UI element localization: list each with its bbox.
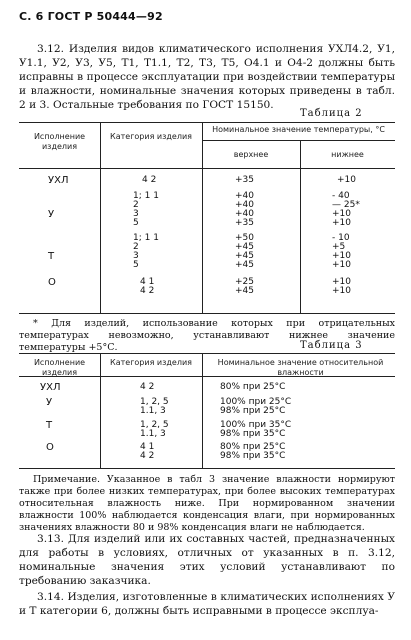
paragraph-3-12-text: 3.12. Изделия видов климатического исполнения УХЛ4.2, У1, У1.1, У2, У3, У5, Т1, Т1.1, Т2, Т3, Т5, О4.1 и О4-2 должны быть исправны в процессе эксплуатации при воздействии температуры и влажности, номинальные значения которых приведены в табл. 2 и 3. Остальные требования по ГОСТ 15150. (19, 43, 395, 111)
table2-upper-2: +40 +40 +40 +35 (235, 191, 254, 228)
table2-caption: Таблица 2 (300, 108, 363, 119)
table3-cats-2: 1, 2, 5 1.1, 3 (140, 397, 169, 416)
table3-exec-1: УХЛ (40, 382, 61, 393)
table3-note: Примечание. Указанное в табл 3 значение влажности нормируют также при более низких температурах, при более высоких температурах относительная влажность ниже. При нормированном значении влажности 100% наблюдается конденсация влаги, при нормированных значениях влажности 80 и 98% конденсация влаги не наблюдается. (19, 474, 395, 533)
table2-upper-3: +50 +45 +45 +45 (235, 233, 254, 270)
table3-head-humidity: Номинальное значение относительной влажности (217, 358, 384, 377)
table2-head-nominal: Номинальное значение температуры, °С (212, 125, 385, 134)
table2-head-category: Категория изделия (110, 132, 192, 141)
table2-exec-4: О (48, 277, 56, 288)
table3-cats-4: 4 1 4 2 (140, 442, 155, 461)
table2-head-upper: верхнее (233, 150, 269, 159)
table3-cats-3: 1, 2, 5 1.1, 3 (140, 420, 169, 439)
table2-upper-1: +35 (235, 175, 254, 185)
table3-caption: Таблица 3 (300, 340, 363, 351)
table2-cats-1: 4 2 (142, 175, 157, 185)
table2-lower-3: - 10 +5 +10 +10 (332, 233, 351, 270)
paragraph-3-13-text: 3.13. Для изделий или их составных частей, предназначенных для работы в условиях, отличных от указанных в п. 3.12, номинальные значения этих условий устанавливают по требованию заказчика. (19, 533, 395, 587)
table2-exec-1: УХЛ (48, 175, 69, 186)
table3-hum-4: 80% при 25°С 98% при 35°С (220, 442, 286, 461)
page-header: С. 6 ГОСТ Р 50444—92 (19, 10, 163, 23)
table3-exec-4: О (46, 442, 54, 453)
table2-exec-2: У (48, 209, 55, 220)
table2-cats-2: 1; 1 1 2 3 5 (133, 191, 159, 228)
table2-exec-3: Т (48, 251, 55, 262)
table2-upper-4: +25 +45 (235, 277, 254, 296)
table3-hum-3: 100% при 35°С 98% при 35°С (220, 420, 292, 439)
table3-exec-3: Т (46, 420, 53, 431)
table3-head-category: Категория изделия (110, 358, 192, 367)
paragraph-3-14-text: 3.14. Изделия, изготовленные в климатических исполнениях У и Т категории 6, должны быть исправными в процессе эксплуа- (19, 591, 395, 617)
table3-head-execution: Исполнение изделия (33, 358, 86, 377)
table3-cats-1: 4 2 (140, 382, 155, 392)
table2-head-execution: Исполнение изделия (33, 132, 86, 151)
table2-head-lower: нижнее (331, 150, 364, 159)
table2-lower-1: +10 (337, 175, 356, 185)
paragraph-3-14 (19, 590, 395, 618)
table2-lower-4: +10 +10 (332, 277, 351, 296)
table3-exec-2: У (46, 397, 53, 408)
paragraph-3-12 (19, 42, 395, 112)
table2-footnote: * Для изделий, использование которых при отрицательных температурах невозможно, устанавливают нижнее значение температуры +5°С. (19, 318, 395, 353)
paragraph-3-13 (19, 532, 395, 588)
table3-hum-1: 80% при 25°С (220, 382, 286, 392)
table2-cats-4: 4 1 4 2 (140, 277, 155, 296)
table3-hum-2: 100% при 25°С 98% при 25°С (220, 397, 292, 416)
table2-cats-3: 1; 1 1 2 3 5 (133, 233, 159, 270)
table2-lower-2: - 40 — 25* +10 +10 (332, 191, 360, 228)
